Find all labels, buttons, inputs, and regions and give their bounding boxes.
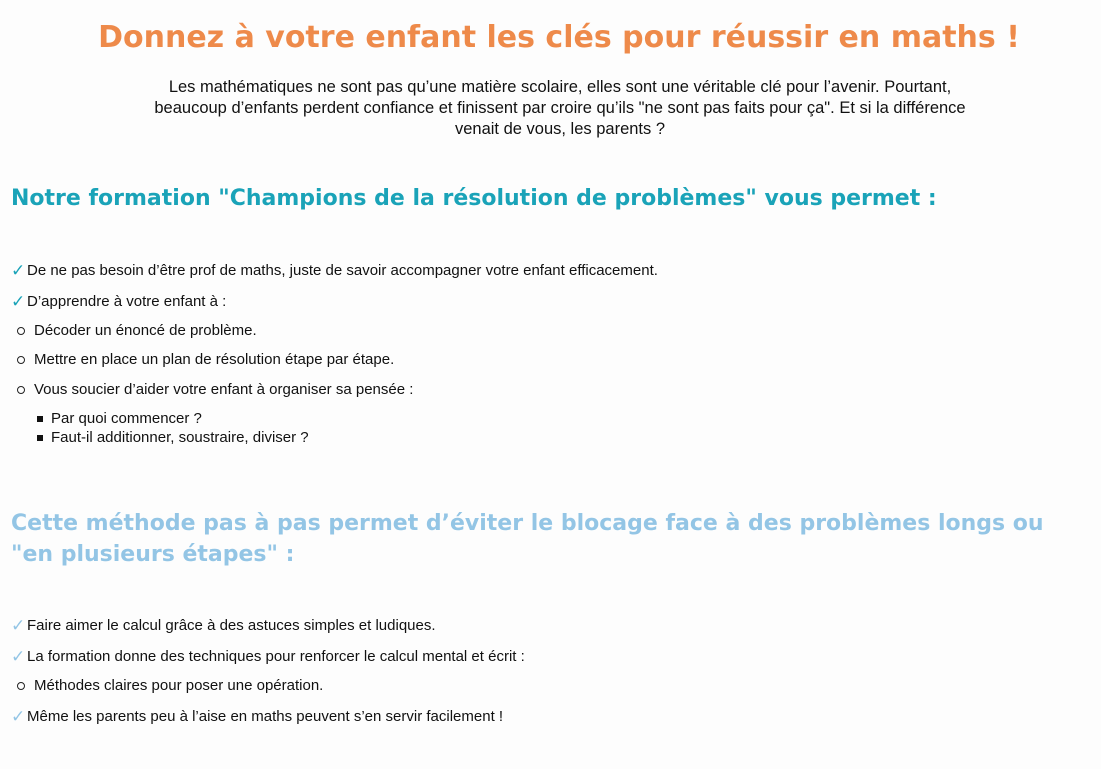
check-icon: ✓	[11, 707, 26, 726]
page-title: Donnez à votre enfant les clés pour réussir en maths !	[98, 20, 1020, 55]
list-item	[11, 616, 436, 636]
list-item	[11, 321, 257, 341]
list-item	[11, 350, 394, 370]
check-icon: ✓	[11, 292, 26, 311]
circle-bullet-icon	[17, 386, 25, 394]
circle-bullet-icon	[17, 682, 25, 690]
list-item	[11, 647, 525, 667]
section-heading-methode: Cette méthode pas à pas permet d’éviter le blocage face à des problèmes longs ou "en plusieurs étapes" :	[11, 511, 1044, 567]
list-item	[11, 292, 226, 312]
list-item-text: Mettre en place un plan de résolution étape par étape.	[34, 351, 395, 368]
square-bullet-icon	[37, 416, 43, 422]
check-icon: ✓	[11, 647, 26, 666]
list-item	[11, 676, 323, 696]
list-item-text: D’apprendre à votre enfant à :	[27, 293, 227, 310]
list-item-text: Décoder un énoncé de problème.	[34, 322, 257, 339]
intro-paragraph: Les mathématiques ne sont pas qu’une matière scolaire, elles sont une véritable clé pour l’avenir. Pourtant, beaucoup d’enfants perdent confiance et finissent par croire qu’ils "ne sont pas faits pour ça". Et si la différence venait de vous, les parents ?	[154, 78, 966, 138]
list-item	[11, 428, 309, 448]
square-bullet-icon	[37, 435, 43, 441]
list-item-text: La formation donne des techniques pour renforcer le calcul mental et écrit :	[27, 648, 525, 665]
circle-bullet-icon	[17, 356, 25, 364]
list-item	[11, 707, 503, 727]
list-item-text: Même les parents peu à l’aise en maths peuvent s’en servir facilement !	[27, 708, 504, 725]
list-item-text: Faire aimer le calcul grâce à des astuces simples et ludiques.	[27, 617, 436, 634]
section-heading-formation: Notre formation "Champions de la résolution de problèmes" vous permet :	[11, 186, 937, 211]
list-item-text: Vous soucier d’aider votre enfant à organiser sa pensée :	[34, 381, 414, 398]
check-icon: ✓	[11, 616, 26, 635]
check-icon: ✓	[11, 261, 26, 280]
list-item	[11, 380, 413, 400]
list-item-text: Méthodes claires pour poser une opération.	[34, 677, 324, 694]
list-item	[11, 261, 658, 281]
list-item	[11, 409, 202, 429]
list-item-text: Par quoi commencer ?	[51, 410, 202, 427]
circle-bullet-icon	[17, 327, 25, 335]
list-item-text: De ne pas besoin d’être prof de maths, juste de savoir accompagner votre enfant efficacement.	[27, 262, 658, 279]
list-item-text: Faut-il additionner, soustraire, diviser ?	[51, 429, 309, 446]
